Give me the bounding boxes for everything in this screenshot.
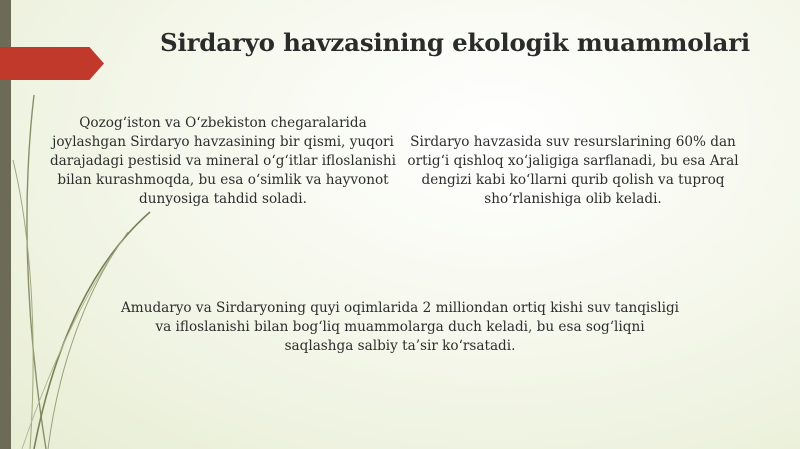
paragraph-bottom: Amudaryo va Sirdaryoning quyi oqimlarida 2 milliondan ortiq kishi suv tanqisligi va ifloslanishi bilan bog‘liq muammolarga duch keladi, bu esa sog‘liqni saqlashga salbiy ta’sir ko‘rsatadi. — [120, 300, 679, 354]
paragraph-right: Sirdaryo havzasida suv resurslarining 60% dan ortig‘i qishloq xo‘jaligiga sarflanadi, bu esa Aral dengizi kabi ko‘llarni qurib qolish va tuproq sho‘rlanishiga olib keladi. — [407, 134, 739, 207]
slide-title: Sirdaryo havzasining ekologik muammolari — [159, 28, 751, 57]
paragraph-left: Qozog‘iston va O‘zbekiston chegaralarida joylashgan Sirdaryo havzasining bir qismi, yuqori darajadagi pestisid va mineral o‘g‘itlar ifloslanishi bilan kurashmoqda, bu esa o‘simlik va hayvonot dunyosiga tahdid soladi. — [49, 115, 397, 207]
red-arrow-shape — [0, 47, 104, 80]
